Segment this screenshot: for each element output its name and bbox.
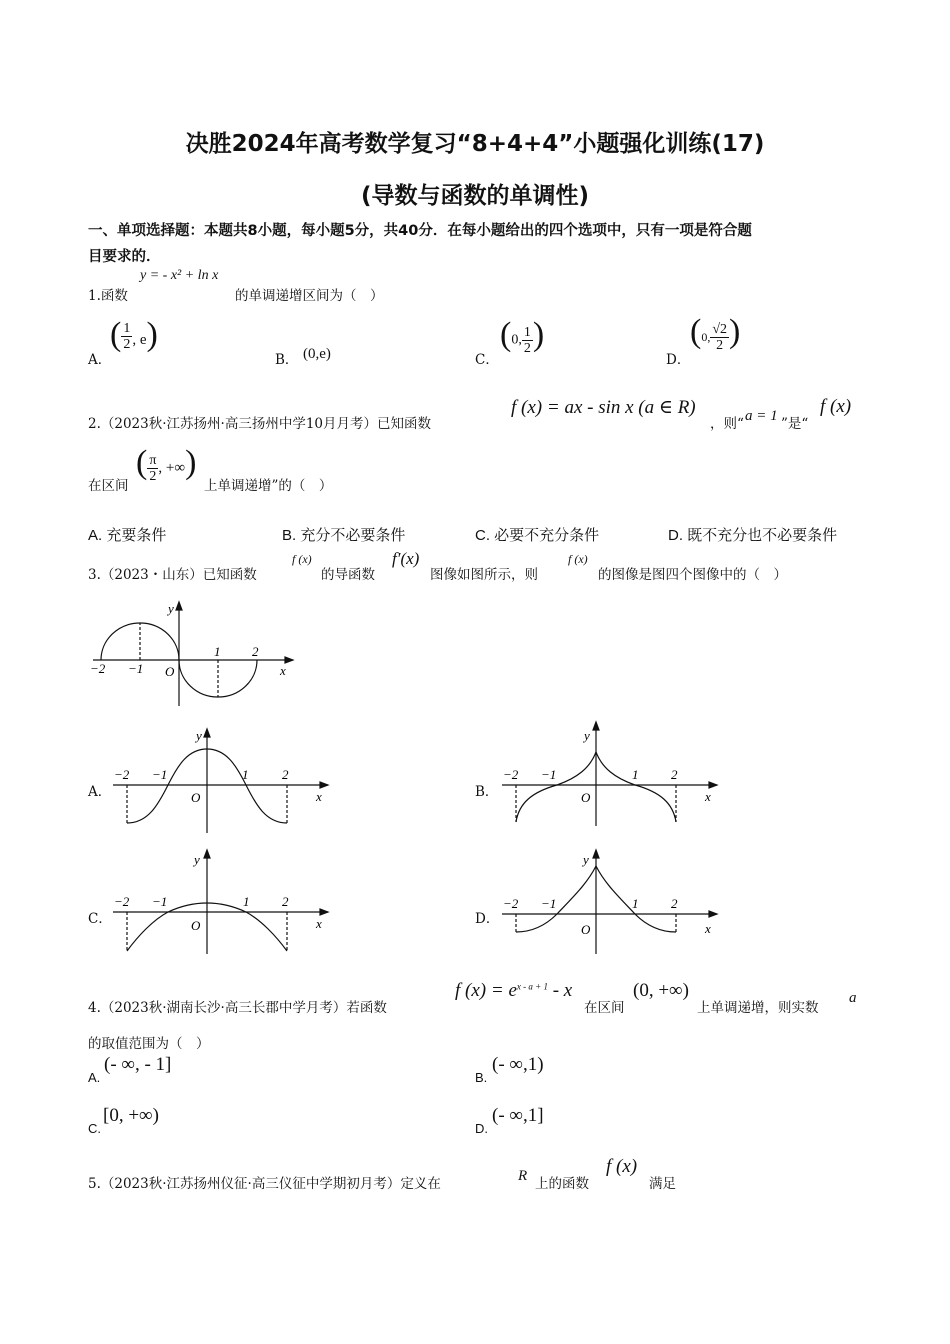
q2-prefix: 2.（2023秋·江苏扬州·高三扬州中学10月月考）已知函数 (88, 416, 431, 432)
section-heading-line2: 目要求的． (88, 249, 161, 265)
q2-formula: f (x) = ax - sin x (a ∈ R) (511, 397, 696, 418)
q3-fx: f (x) (292, 552, 312, 566)
q1-option-d-value: (0, $\frac{√2}{2}$ ) (690, 313, 741, 353)
q5-var: R (518, 1168, 528, 1184)
tick-m1: −1 (152, 767, 168, 782)
q3-prefix: 3.（2023・山东）已知函数 (88, 567, 257, 583)
x-label: x (705, 789, 711, 804)
q4-option-d-value: (- ∞,1] (492, 1105, 544, 1126)
q2-mid2: ”是“ (781, 416, 809, 432)
y-label: y (583, 852, 589, 867)
page-subtitle: (导数与函数的单调性) (360, 183, 590, 209)
origin-label: O (191, 790, 201, 805)
q4-var: a (849, 990, 857, 1006)
q1-option-d[interactable]: D． (666, 352, 691, 368)
q2-line2-suffix: 上单调递增”的（ ） (204, 478, 333, 494)
q4-option-c[interactable]: C. (88, 1121, 101, 1136)
tick-1: 1 (242, 767, 249, 782)
q2-line2-prefix: 在区间 (88, 478, 129, 494)
origin-label: O (165, 664, 175, 679)
q3-option-d[interactable]: D． (475, 911, 500, 927)
q2-option-b[interactable]: B. 充分不必要条件 (282, 527, 406, 544)
q1-option-a-value: ( $\frac{1}{2}$ , e) (110, 316, 158, 353)
tick-m1: −1 (128, 661, 144, 676)
q3-fx2: f (x) (568, 552, 588, 566)
tick-m1: −1 (152, 894, 168, 909)
q4-interval: (0, +∞) (633, 980, 689, 1001)
q3-option-b-graph (497, 718, 722, 828)
q2-option-c[interactable]: C. 必要不充分条件 (475, 527, 600, 544)
q4-prefix: 4.（2023秋·湖南长沙·高三长郡中学月考）若函数 (88, 1000, 387, 1016)
tick-1: 1 (632, 896, 639, 911)
tick-2: 2 (671, 896, 678, 911)
q2-option-a[interactable]: A. 充要条件 (88, 527, 167, 544)
x-label: x (705, 921, 711, 936)
tick-2: 2 (252, 644, 259, 659)
origin-label: O (581, 790, 591, 805)
q3-suffix: 的图像是图四个图像中的（ ） (598, 567, 787, 583)
q1-formula: y = - x² + ln x (140, 268, 219, 283)
q3-derivative-graph (88, 598, 298, 710)
q3-option-c[interactable]: C． (88, 911, 112, 927)
page-title: 决胜2024年高考数学复习“8+4+4”小题强化训练(17) (185, 131, 765, 157)
x-label: x (316, 789, 322, 804)
q2-fx: f (x) (820, 396, 852, 417)
q5-prefix: 5.（2023秋·江苏扬州仪征·高三仪征中学期初月考）定义在 (88, 1176, 441, 1192)
q4-option-c-value: [0, +∞) (103, 1105, 159, 1126)
q5-mid: 上的函数 (535, 1176, 589, 1192)
y-label: y (196, 728, 202, 743)
q2-cond: a = 1 (745, 408, 778, 424)
section-heading-line1: 一、单项选择题：本题共8小题，每小题5分，共40分．在每小题给出的四个选项中，只有一项是符合题 (88, 223, 752, 239)
x-label: x (316, 916, 322, 931)
q1-option-b-value: (0,e) (303, 346, 331, 362)
y-label: y (194, 852, 200, 867)
tick-m1: −1 (541, 896, 557, 911)
q1-prefix: 1.函数 (88, 288, 128, 304)
q4-option-b-value: (- ∞,1) (492, 1054, 544, 1075)
y-label: y (584, 728, 590, 743)
q3-option-a-graph (108, 725, 333, 835)
q2-option-d[interactable]: D. 既不充分也不必要条件 (668, 527, 838, 544)
tick-2: 2 (671, 767, 678, 782)
q3-mid2: 图像如图所示，则 (430, 567, 538, 583)
tick-m2: −2 (114, 767, 130, 782)
x-label: x (280, 663, 286, 678)
q4-formula: f $(x) = e^{x - a + 1} - x$ (455, 980, 573, 1001)
tick-2: 2 (282, 894, 289, 909)
q1-suffix: 的单调递增区间为（ ） (235, 288, 384, 304)
tick-1: 1 (243, 894, 250, 909)
q4-option-a[interactable]: A. (88, 1070, 101, 1085)
q3-option-d-graph (497, 846, 722, 958)
origin-label: O (191, 918, 201, 933)
y-label: y (168, 601, 174, 616)
tick-2: 2 (282, 767, 289, 782)
tick-m2: −2 (114, 894, 130, 909)
q5-fx: f (x) (606, 1156, 638, 1177)
q3-fpx: f′(x) (392, 549, 420, 568)
q3-option-a[interactable]: A． (88, 784, 112, 800)
origin-label: O (581, 922, 591, 937)
q4-option-a-value: (- ∞, - 1] (104, 1054, 172, 1075)
q2-interval: ( $\frac{\pi}{2}$ , +∞) (136, 444, 197, 484)
tick-1: 1 (214, 644, 221, 659)
q1-option-c-value: (0, $\frac{1}{2}$ ) (500, 316, 545, 356)
tick-m1: −1 (541, 767, 557, 782)
q1-option-b[interactable]: B． (275, 352, 299, 368)
tick-m2: −2 (503, 896, 519, 911)
q4-line2: 的取值范围为（ ） (88, 1036, 210, 1052)
q1-option-a[interactable]: A． (88, 352, 112, 368)
tick-1: 1 (632, 767, 639, 782)
q4-option-d[interactable]: D. (475, 1121, 488, 1136)
q3-mid: 的导函数 (321, 567, 375, 583)
q3-option-b[interactable]: B． (475, 784, 499, 800)
q4-mid: 在区间 (584, 1000, 625, 1016)
q5-suffix: 满足 (649, 1176, 676, 1192)
q2-mid: ，则“ (710, 416, 744, 432)
q4-option-b[interactable]: B. (475, 1070, 488, 1085)
q4-suffix: 上单调递增，则实数 (697, 1000, 819, 1016)
tick-m2: −2 (503, 767, 519, 782)
y-axis-arrow (176, 602, 182, 610)
x-axis-arrow (285, 657, 293, 663)
q1-option-c[interactable]: C． (475, 352, 499, 368)
q3-option-c-graph (108, 846, 333, 958)
tick-m2: −2 (90, 661, 106, 676)
